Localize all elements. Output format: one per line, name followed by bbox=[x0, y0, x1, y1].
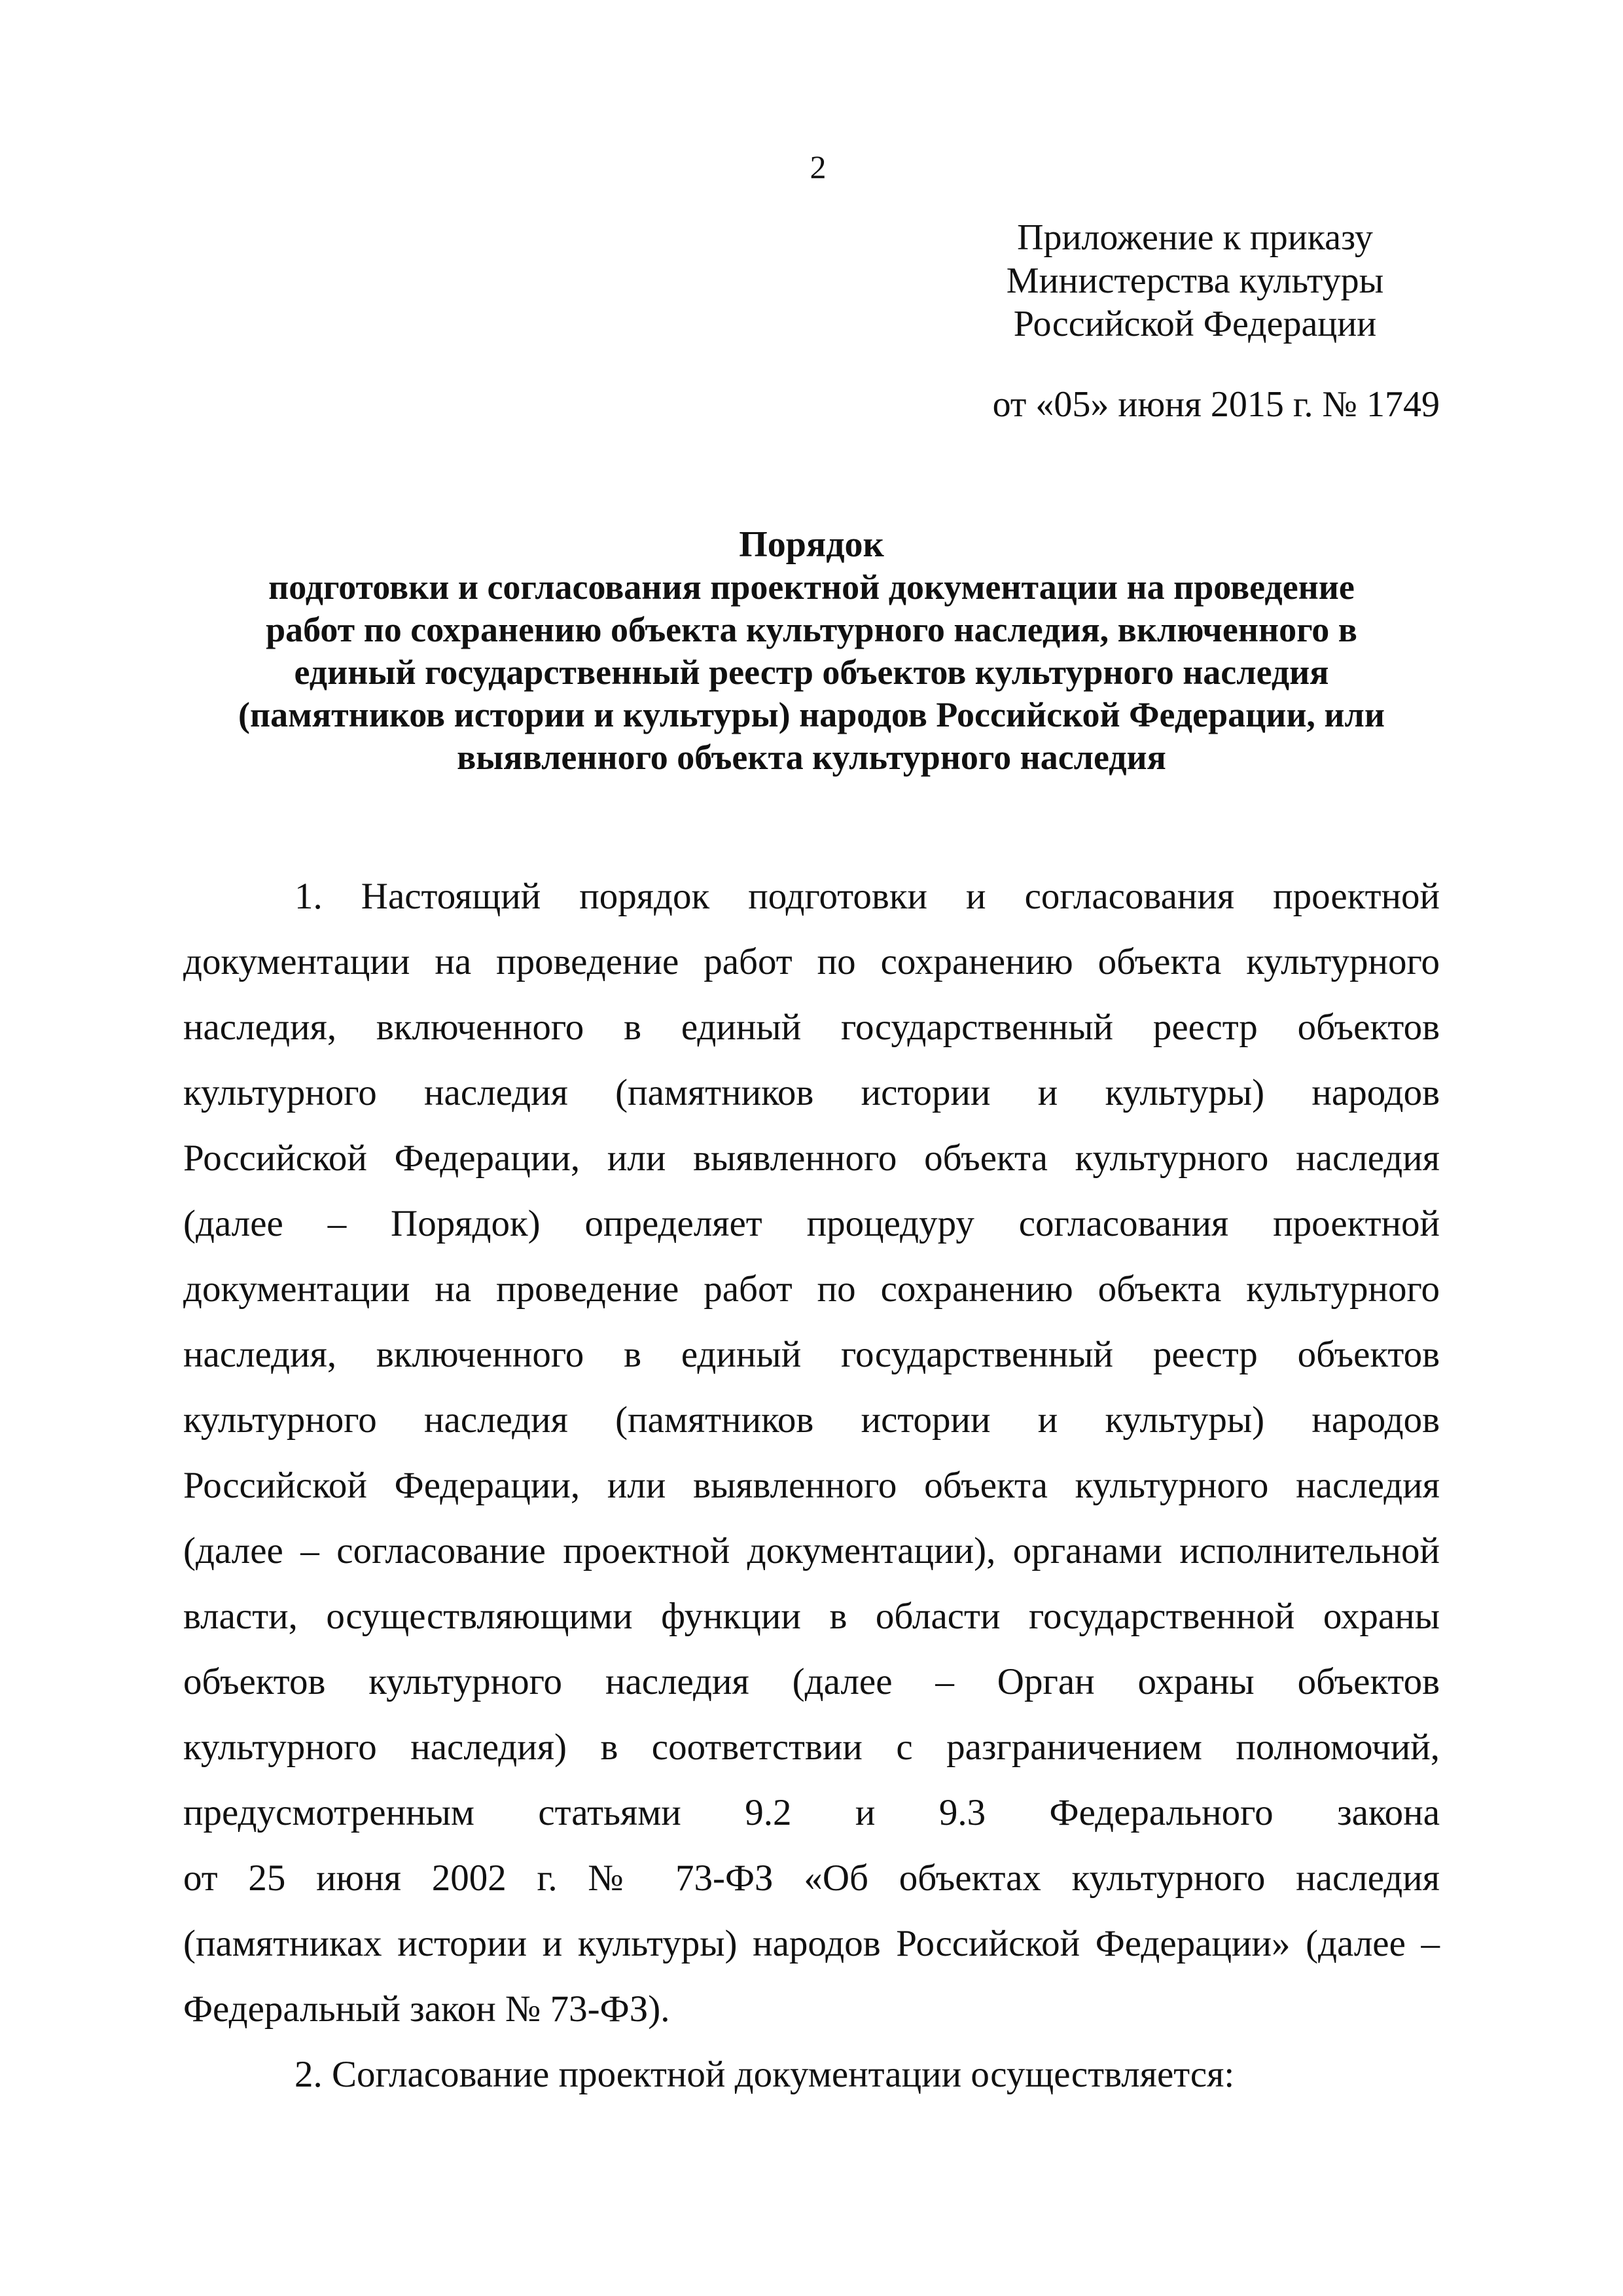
appendix-header bbox=[986, 216, 1404, 346]
paragraph-1-line: объектов культурного наследия (далее – Орган охраны объектов bbox=[183, 1661, 1440, 1702]
paragraph-2-line: 2. Согласование проектной документации осуществляется: bbox=[294, 2054, 1235, 2095]
order-reference: от «05» июня 2015 г. № 1749 bbox=[992, 384, 1440, 425]
title-line: (памятников истории и культуры) народов Российской Федерации, или bbox=[238, 695, 1385, 734]
paragraph-1-line: предусмотренным статьями 9.2 и 9.3 Федерального закона bbox=[183, 1792, 1440, 1833]
paragraph-1-line: власти, осуществляющими функции в области государственной охраны bbox=[183, 1596, 1440, 1637]
title-line: подготовки и согласования проектной документации на проведение bbox=[268, 567, 1355, 607]
title-line: единый государственный реестр объектов культурного наследия bbox=[294, 653, 1329, 692]
paragraph-1-line: наследия, включенного в единый государственный реестр объектов bbox=[183, 1007, 1440, 1048]
paragraph-1-line: документации на проведение работ по сохранению объекта культурного bbox=[183, 941, 1440, 982]
paragraph-1-line: (далее – согласование проектной документации), органами исполнительной bbox=[183, 1530, 1440, 1571]
paragraph-1-line: культурного наследия (памятников истории и культуры) народов bbox=[183, 1072, 1440, 1113]
paragraph-1-line: от 25 июня 2002 г. № 73-ФЗ «Об объектах культурного наследия bbox=[183, 1857, 1440, 1899]
paragraph-1-line: культурного наследия (памятников истории и культуры) народов bbox=[183, 1399, 1440, 1441]
paragraph-1-line: (памятниках истории и культуры) народов Российской Федерации» (далее – bbox=[183, 1923, 1440, 1964]
paragraph-1-line: наследия, включенного в единый государственный реестр объектов bbox=[183, 1334, 1440, 1375]
paragraph-1-line: Российской Федерации, или выявленного объекта культурного наследия bbox=[183, 1138, 1440, 1179]
appendix-line: Приложение к приказу bbox=[1017, 217, 1373, 258]
document-title bbox=[144, 524, 1479, 779]
document-body bbox=[183, 864, 1440, 2108]
paragraph-1-line: документации на проведение работ по сохранению объекта культурного bbox=[183, 1268, 1440, 1310]
title-main: Порядок bbox=[739, 524, 884, 565]
paragraph-1-line: Российской Федерации, или выявленного объекта культурного наследия bbox=[183, 1465, 1440, 1506]
title-line: выявленного объекта культурного наследия bbox=[457, 738, 1166, 777]
paragraph-1-line: 1. Настоящий порядок подготовки и согласования проектной bbox=[294, 876, 1440, 917]
appendix-line: Министерства культуры bbox=[1006, 260, 1384, 301]
paragraph-1-line: (далее – Порядок) определяет процедуру согласования проектной bbox=[183, 1203, 1440, 1244]
paragraph-1-line: культурного наследия) в соответствии с разграничением полномочий, bbox=[183, 1727, 1440, 1768]
paragraph-1-line: Федеральный закон № 73-ФЗ). bbox=[183, 1988, 670, 2030]
page-number: 2 bbox=[810, 149, 827, 185]
title-line: работ по сохранению объекта культурного наследия, включенного в bbox=[266, 610, 1357, 649]
appendix-line: Российской Федерации bbox=[1013, 304, 1377, 344]
